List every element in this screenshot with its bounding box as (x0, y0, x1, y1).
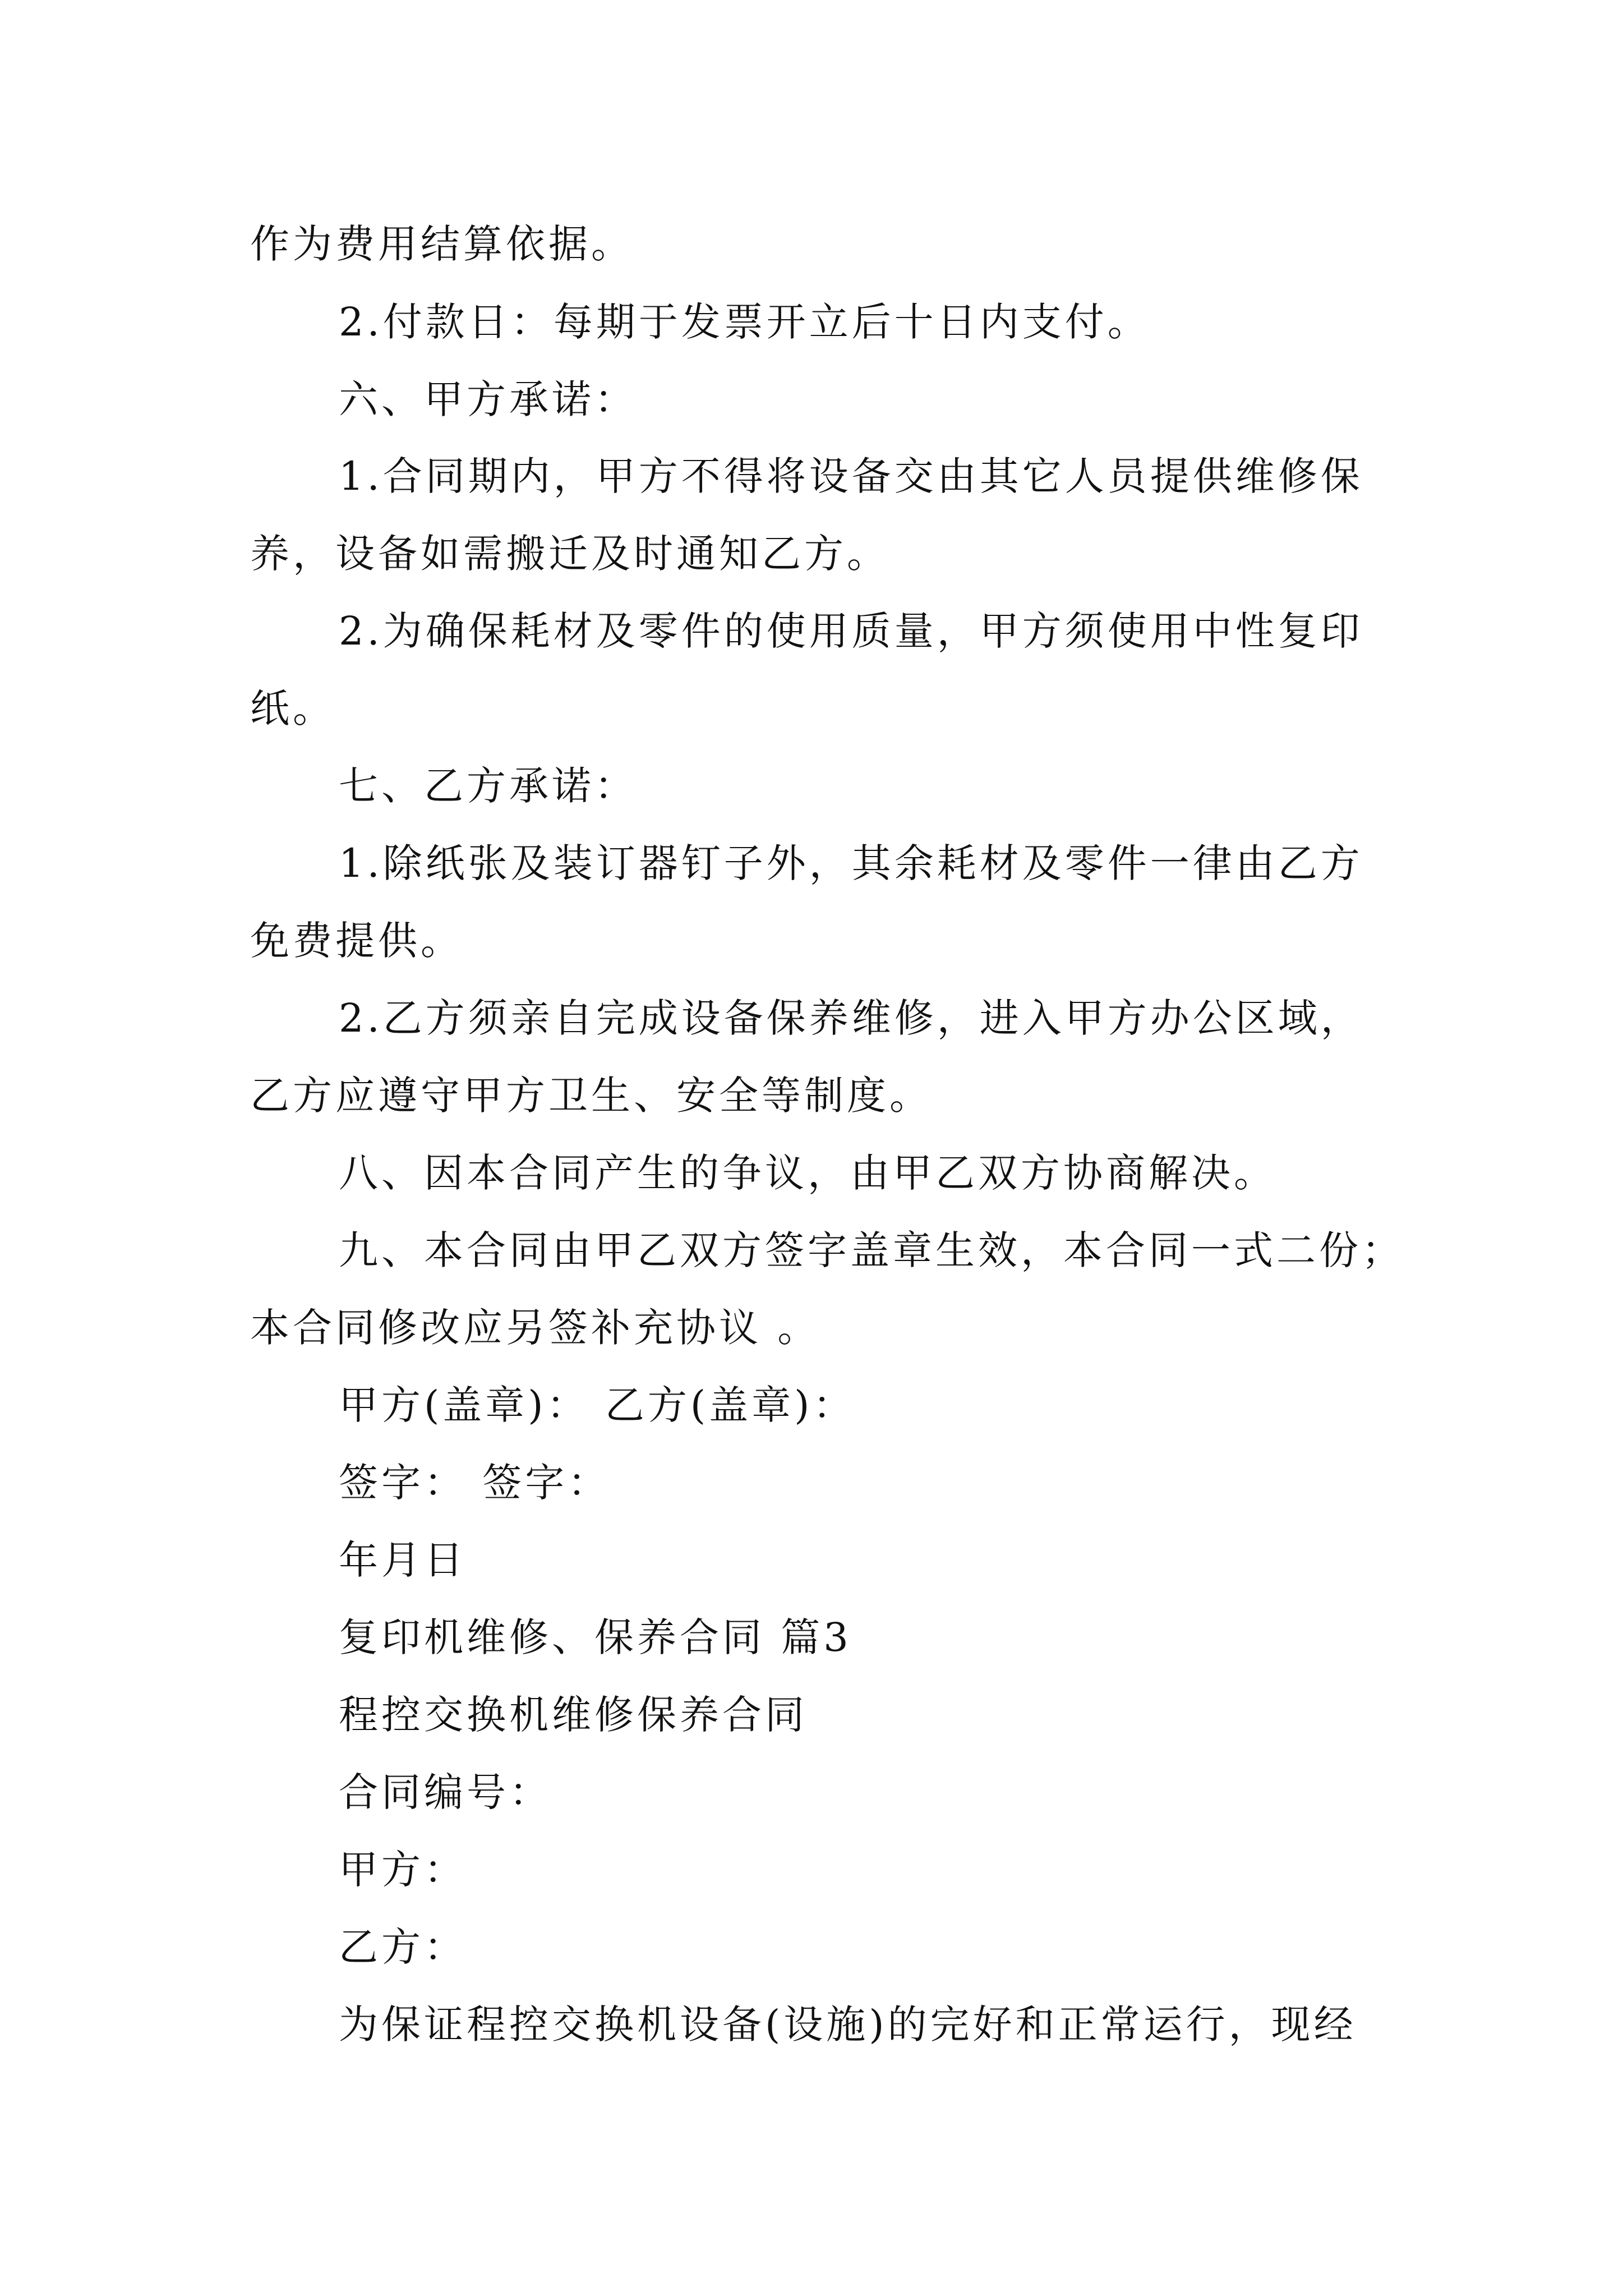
text-line: 作为费用结算依据。 (250, 221, 634, 267)
text-line: 免费提供。 (250, 918, 463, 964)
text-line: 本合同修改应另签补充协议 。 (250, 1305, 820, 1351)
text-line: 为保证程控交换机设备(设施)的完好和正常运行，现经 (339, 2001, 1357, 2047)
section-heading: 七、乙方承诺： (339, 763, 637, 809)
text-line: 八、因本合同产生的争议，由甲乙双方协商解决。 (339, 1150, 1276, 1196)
contract-title: 程控交换机维修保养合同 (339, 1692, 808, 1738)
contract-number-line: 合同编号： (339, 1769, 552, 1815)
text-line: 养，设备如需搬迁及时通知乙方。 (250, 531, 889, 577)
section-heading: 六、甲方承诺： (339, 376, 637, 422)
text-line: 2.付款日：每期于发票开立后十日内支付。 (339, 299, 1150, 345)
signature-line: 甲方(盖章)： 乙方(盖章)： (339, 1382, 856, 1428)
party-a-line: 甲方： (339, 1847, 467, 1893)
party-b-line: 乙方： (339, 1924, 467, 1970)
signature-line: 签字： 签字： (339, 1460, 611, 1506)
text-line: 九、本合同由甲乙双方签字盖章生效，本合同一式二份； (339, 1227, 1404, 1273)
section-title: 复印机维修、保养合同 篇3 (339, 1614, 852, 1660)
text-line: 乙方应遵守甲方卫生、安全等制度。 (250, 1073, 932, 1119)
text-line: 2.为确保耗材及零件的使用质量，甲方须使用中性复印 (339, 608, 1363, 654)
text-line: 纸。 (250, 685, 335, 731)
date-line: 年月日 (339, 1537, 467, 1583)
text-line: 1.除纸张及装订器钉子外，其余耗材及零件一律由乙方 (339, 840, 1363, 886)
text-line: 2.乙方须亲自完成设备保养维修，进入甲方办公区域， (339, 995, 1363, 1041)
text-line: 1.合同期内，甲方不得将设备交由其它人员提供维修保 (339, 453, 1363, 499)
